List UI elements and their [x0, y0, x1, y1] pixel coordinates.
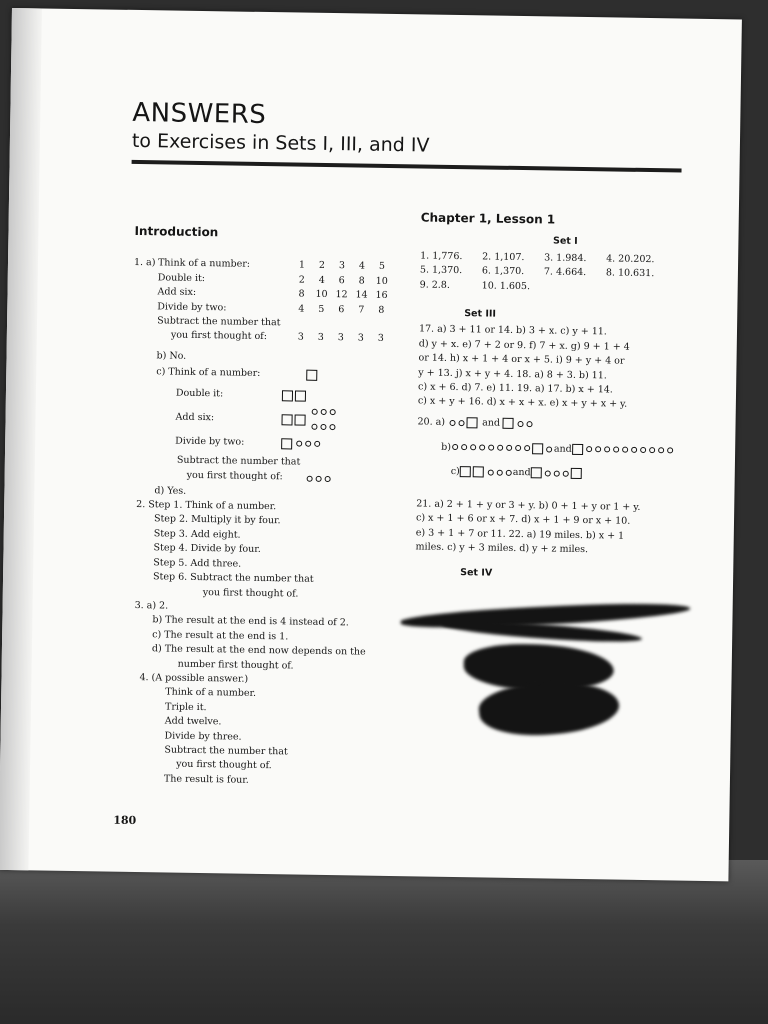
- calc-value: 10: [375, 275, 388, 287]
- q21-line: 21. a) 2 + 1 + y or 3 + y. b) 0 + 1 + y or 1 + y.: [416, 498, 641, 513]
- calc-value: 5: [378, 261, 386, 273]
- set1-answer: 5. 1,370.: [419, 264, 463, 277]
- circle-symbol: [487, 469, 493, 475]
- circle-symbol: [329, 424, 335, 430]
- circle-symbol: [320, 424, 326, 430]
- square-symbol: [282, 390, 293, 401]
- set1-answer: [606, 281, 676, 297]
- q4-line: Triple it.: [164, 701, 207, 713]
- set1-answer: 8. 10.631.: [605, 267, 655, 280]
- circle-symbol: [459, 420, 465, 426]
- q4-line: Subtract the number that: [164, 744, 288, 758]
- set1-answer: [544, 280, 606, 295]
- calc-value: 7: [358, 304, 365, 316]
- calc-label: Think of a number:: [157, 257, 251, 271]
- q1a-number: 1. a): [133, 257, 156, 269]
- square-symbol: [281, 414, 292, 425]
- circle-symbol: [526, 421, 532, 427]
- and-word: and: [553, 443, 572, 455]
- background-shadow: [0, 860, 768, 1024]
- set1-answer: 9. 2.8.: [419, 279, 451, 291]
- set3-line: c) x + 6. d) 7. e) 11. 19. a) 17. b) x + 14.: [418, 381, 613, 396]
- square-symbol: [281, 438, 292, 449]
- subtract-line-1: Subtract the number that: [176, 454, 301, 468]
- calc-value: 8: [378, 304, 385, 316]
- q1a-block: [133, 256, 414, 347]
- q21-line: c) x + 1 + 6 or x + 7. d) x + 1 + 9 or x + 10.: [415, 512, 631, 528]
- circle-symbol: [563, 471, 569, 477]
- set1-answer: 1. 1,776.: [420, 250, 463, 262]
- set3-line: 17. a) 3 + 11 or 14. b) 3 + x. c) y + 11.: [418, 323, 607, 338]
- square-symbol: [466, 418, 477, 429]
- calc-value: [313, 317, 333, 332]
- calc-value: 3: [317, 332, 324, 344]
- circle-symbol: [470, 444, 476, 450]
- calc-value: 3: [337, 332, 344, 344]
- calc-label: Divide by two:: [157, 300, 227, 314]
- q3-line: 3. a) 2.: [134, 599, 169, 612]
- q1c-label: c) Think of a number:: [156, 366, 261, 379]
- circle-symbol: [517, 421, 523, 427]
- addsix-label: Add six:: [175, 411, 215, 424]
- circle-symbol: [604, 447, 610, 453]
- circle-symbol: [667, 448, 673, 454]
- calc-value: 12: [335, 289, 348, 301]
- q4-line: 4. (A possible answer.): [139, 672, 249, 685]
- and-word: and: [482, 417, 501, 429]
- title-rule: [132, 160, 682, 173]
- set1-answer: 4. 20.202.: [606, 253, 655, 265]
- and-word: and: [512, 466, 531, 478]
- set3-line: c) x + y + 16. d) x + x + x. e) x + y + x + y.: [417, 395, 628, 411]
- q4-block: [126, 671, 408, 791]
- circle-symbol: [488, 445, 494, 451]
- calc-value: 4: [358, 260, 366, 272]
- square-symbol: [295, 390, 306, 401]
- set3-heading: Set III: [464, 308, 497, 320]
- calc-value: 5: [318, 303, 325, 315]
- square-symbol: [571, 468, 582, 479]
- circle-symbol: [546, 446, 552, 452]
- set3-line: or 14. h) x + 1 + 4 or x + 5. i) 9 + y + 4 or: [418, 352, 625, 367]
- circle-symbol: [461, 444, 467, 450]
- page-title: ANSWERS: [132, 97, 267, 131]
- q4-line: The result is four.: [163, 773, 249, 786]
- calc-value: 3: [297, 331, 304, 344]
- q3-line: d) The result at the end now depends on the: [151, 643, 366, 658]
- circle-symbol: [506, 445, 512, 451]
- q3-block: [128, 599, 409, 675]
- circle-symbol: [314, 441, 320, 447]
- set3-answers: [418, 323, 709, 414]
- circle-symbol: [324, 476, 330, 482]
- calc-value: 16: [375, 289, 388, 302]
- circle-symbol: [649, 447, 655, 453]
- set1-heading: Set I: [552, 235, 578, 248]
- page-subtitle: to Exercises in Sets I, III, and IV: [131, 129, 430, 157]
- calc-value: 8: [298, 288, 305, 300]
- circle-symbol: [586, 446, 592, 452]
- q21-block: [415, 497, 706, 559]
- q2-line: Step 6. Subtract the number that: [152, 571, 314, 585]
- q4-line: you first thought of.: [176, 759, 272, 772]
- q20b-prefix: b): [441, 441, 452, 453]
- q2-line: Step 3. Add eight.: [153, 528, 241, 541]
- circle-symbol: [320, 409, 326, 415]
- square-symbol: [460, 466, 471, 477]
- circle-symbol: [640, 447, 646, 453]
- circle-symbol: [631, 447, 637, 453]
- square-symbol: [532, 444, 543, 455]
- calc-value: 4: [298, 303, 305, 315]
- q1a-table: [157, 257, 394, 347]
- set1-answer: 10. 1.605.: [481, 280, 531, 292]
- circle-symbol: [305, 441, 311, 447]
- double-label: Double it:: [175, 387, 224, 400]
- square-symbol: [473, 467, 484, 478]
- circle-symbol: [658, 447, 664, 453]
- circle-group: [585, 443, 675, 459]
- calc-value: 6: [338, 303, 345, 315]
- circle-symbol: [524, 445, 530, 451]
- set3-line: d) y + x. e) 7 + 2 or 9. f) 7 + x. g) 9 + 1 + 4: [418, 338, 630, 353]
- set1-answer: 3. 1.984.: [544, 252, 587, 264]
- subtract-line-2: you first thought of:: [186, 470, 283, 483]
- q2-line: Step 2. Multiply it by four.: [153, 513, 281, 527]
- square-symbol: [531, 468, 542, 479]
- q3-line: c) The result at the end is 1.: [152, 628, 289, 643]
- circle-symbol: [554, 470, 560, 476]
- q4-line: Add twelve.: [164, 715, 222, 728]
- calc-value: 6: [338, 274, 345, 287]
- left-column: [126, 224, 415, 791]
- q4-line: Divide by three.: [164, 730, 242, 743]
- set1-answer: 7. 4.664.: [543, 266, 587, 279]
- circle-symbol: [311, 409, 317, 415]
- circle-symbol: [622, 447, 628, 453]
- circle-symbol: [306, 475, 312, 481]
- set1-answers: [420, 249, 711, 297]
- square-symbol: [306, 369, 317, 380]
- q21-line: e) 3 + 1 + 7 or 11. 22. a) 19 miles. b) x + 1: [415, 527, 625, 542]
- circle-symbol: [311, 423, 317, 429]
- calc-value: 2: [318, 260, 326, 272]
- book-page: [0, 8, 742, 881]
- calc-label: Add six:: [157, 286, 197, 299]
- circle-symbol: [505, 470, 511, 476]
- circle-symbol: [452, 444, 458, 450]
- q2-line: you first thought of.: [202, 586, 299, 600]
- q3-line: b) The result at the end is 4 instead of 2.: [152, 614, 349, 629]
- calc-label: Subtract the number that: [157, 315, 281, 329]
- circle-symbol: [497, 445, 503, 451]
- circle-symbol: [479, 445, 485, 451]
- square-symbol: [503, 418, 514, 429]
- square-symbol: [572, 444, 583, 455]
- set3-line: y + 13. j) x + y + 4. 18. a) 8 + 3. b) 11.: [418, 367, 607, 382]
- circle-symbol: [329, 409, 335, 415]
- circle-symbol: [515, 445, 521, 451]
- page-number: 180: [113, 813, 137, 828]
- calc-value: 3: [338, 260, 346, 272]
- calc-value: 3: [357, 332, 364, 345]
- circle-stack: [309, 406, 336, 435]
- calc-value: 10: [315, 289, 328, 301]
- calc-value: [353, 317, 373, 332]
- circle-symbol: [496, 470, 502, 476]
- set1-answer: 6. 1,370.: [481, 265, 525, 278]
- calc-value: 3: [377, 333, 384, 345]
- section-heading-introduction: Introduction: [134, 223, 219, 240]
- calc-value: [333, 317, 353, 332]
- circle-symbol: [296, 441, 302, 447]
- q1d: d) Yes.: [154, 484, 187, 497]
- q4-line: Think of a number.: [165, 686, 257, 700]
- calc-label: you first thought of:: [170, 329, 268, 343]
- q1b: b) No.: [156, 350, 187, 362]
- circle-symbol: [595, 446, 601, 452]
- square-symbol: [294, 414, 305, 425]
- page-gutter: [0, 8, 42, 870]
- q2-line: 2. Step 1. Think of a number.: [136, 499, 277, 513]
- circle-symbol: [613, 447, 619, 453]
- q21-line: miles. c) y + 3 miles. d) y + z miles.: [415, 541, 589, 556]
- calc-value: 4: [318, 274, 325, 286]
- calc-value: 14: [355, 289, 368, 301]
- q20a-prefix: 20. a): [417, 416, 446, 428]
- calc-value: 8: [358, 275, 365, 287]
- calc-label: Double it:: [157, 272, 206, 284]
- q2-block: [129, 498, 411, 603]
- calc-value: 2: [298, 274, 305, 286]
- calc-value: 1: [298, 259, 306, 272]
- circle-symbol: [450, 420, 456, 426]
- set4-heading: Set IV: [460, 566, 493, 579]
- set1-answer: 2. 1,107.: [482, 251, 525, 263]
- right-column: [415, 210, 711, 585]
- q2-line: Step 4. Divide by four.: [153, 542, 261, 556]
- circle-group: [451, 441, 532, 457]
- divide-label: Divide by two:: [175, 435, 245, 448]
- q2-line: Step 5. Add three.: [153, 556, 242, 570]
- calc-value: [373, 318, 393, 333]
- circle-symbol: [315, 475, 321, 481]
- q3-line: number first thought of.: [177, 658, 294, 672]
- calc-value: [293, 316, 313, 331]
- q20c-prefix: c): [450, 465, 460, 477]
- circle-symbol: [545, 470, 551, 476]
- section-heading-chapter: Chapter 1, Lesson 1: [420, 210, 556, 227]
